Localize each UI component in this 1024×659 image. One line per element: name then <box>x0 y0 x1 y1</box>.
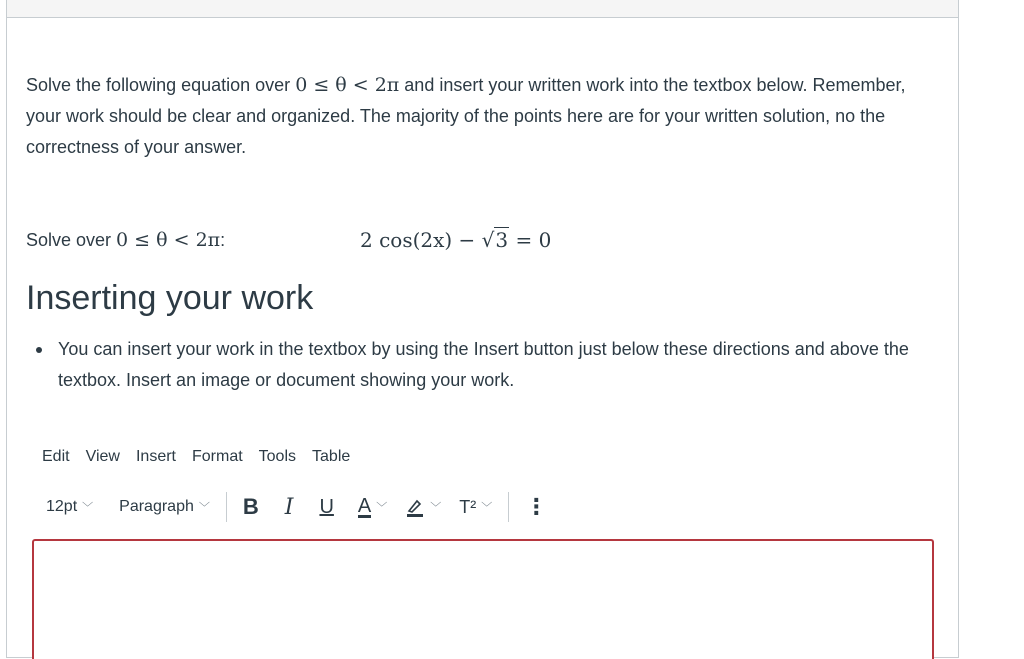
bold-icon: B <box>242 494 259 519</box>
equation-left: 2 cos(2x) − <box>360 228 482 252</box>
underline-button[interactable] <box>313 491 339 523</box>
menu-format[interactable]: Format <box>191 448 243 465</box>
menu-view[interactable]: View <box>85 448 120 465</box>
editor-menubar <box>36 444 360 472</box>
solve-range-math: 0 ≤ θ < 2π <box>116 229 221 251</box>
question-header <box>7 0 958 18</box>
chevron-down-icon: ﹀ <box>198 502 210 514</box>
block-format-select[interactable] <box>113 491 216 523</box>
chevron-down-icon: ﹀ <box>481 502 493 514</box>
highlight-color-button[interactable] <box>399 491 447 523</box>
italic-button[interactable] <box>279 491 300 523</box>
directions-list <box>26 334 916 396</box>
editor-toolbar <box>40 488 553 526</box>
font-size-value: 12pt <box>46 498 78 515</box>
block-format-value: Paragraph <box>119 498 194 515</box>
solve-colon: : <box>220 230 226 250</box>
menu-tools[interactable]: Tools <box>258 448 297 465</box>
menu-table[interactable]: Table <box>312 448 351 465</box>
equation-right: = 0 <box>509 228 552 252</box>
superscript-button[interactable] <box>453 491 498 523</box>
underline-icon: U <box>319 495 334 518</box>
prompt-text-start: Solve the following equation over <box>26 75 296 95</box>
rich-text-editor[interactable] <box>32 539 934 659</box>
toolbar-divider <box>508 492 509 522</box>
direction-item: You can insert your work in the textbox by using the Insert button just below these directions and above the textbox. Insert an image or document showing your work. <box>26 334 916 396</box>
sqrt-radicand: 3 <box>495 228 509 252</box>
section-heading: Inserting your work <box>26 279 314 317</box>
chevron-down-icon: ﹀ <box>430 502 442 514</box>
more-vertical-icon: ⋮ <box>525 494 548 519</box>
more-options-button[interactable] <box>519 491 553 523</box>
superscript-icon: T² <box>459 496 477 517</box>
menu-edit[interactable]: Edit <box>42 448 70 465</box>
highlighter-icon <box>405 497 425 517</box>
menu-insert[interactable]: Insert <box>135 448 176 465</box>
bold-button[interactable] <box>237 491 265 523</box>
prompt-range-math: 0 ≤ θ < 2π <box>295 74 400 96</box>
prompt-text-end: and insert your written work into the textbox below. Remember, your work should be clear and organized. The majority of the points here are for your written solution, no the correctness of your answer. <box>26 75 906 157</box>
chevron-down-icon: ﹀ <box>376 502 388 514</box>
font-size-select[interactable] <box>40 491 99 523</box>
equation <box>360 225 551 255</box>
toolbar-divider <box>226 492 227 522</box>
italic-icon: I <box>284 494 294 520</box>
solve-label <box>26 225 225 255</box>
solve-label-text: Solve over <box>26 230 117 250</box>
sqrt-symbol: √3 <box>481 228 509 252</box>
text-color-button[interactable] <box>352 491 393 523</box>
text-color-icon: A <box>357 494 372 517</box>
chevron-down-icon: ﹀ <box>82 502 94 514</box>
question-prompt <box>26 70 931 163</box>
